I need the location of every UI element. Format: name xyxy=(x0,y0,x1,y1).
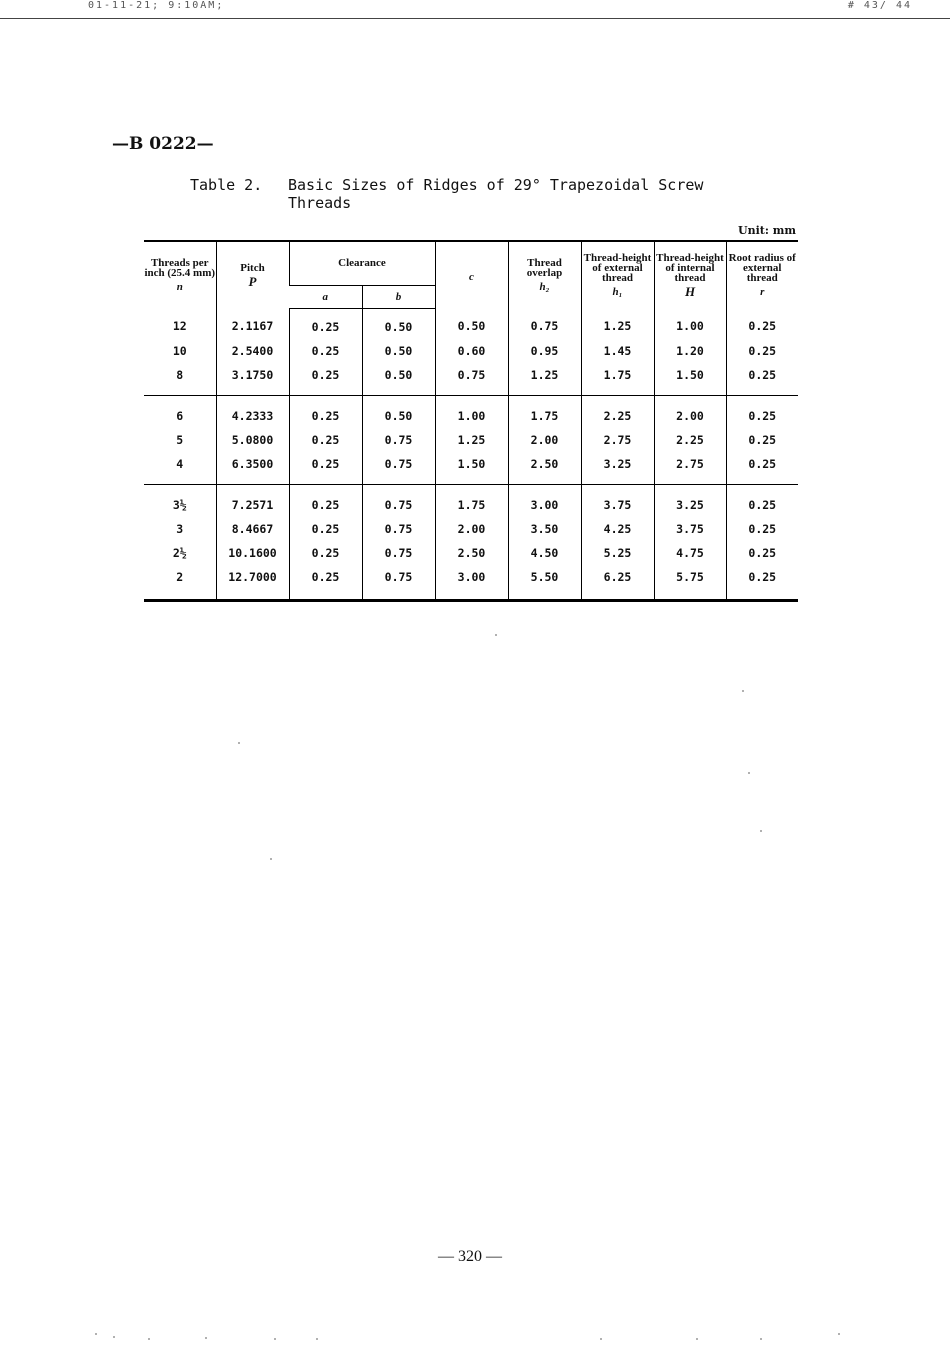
cell-clearance-a: 0.25 xyxy=(289,308,362,339)
cell-clearance-b: 0.75 xyxy=(362,517,435,541)
fax-divider xyxy=(0,18,950,19)
cell-root-radius: 0.25 xyxy=(726,395,798,428)
cell-clearance-b: 0.50 xyxy=(362,395,435,428)
cell-c: 2.00 xyxy=(435,517,508,541)
cell-c: 1.75 xyxy=(435,484,508,517)
cell-external-thread-height: 4.25 xyxy=(581,517,654,541)
cell-clearance-b: 0.50 xyxy=(362,339,435,363)
cell-clearance-a: 0.25 xyxy=(289,541,362,565)
cell-c: 0.50 xyxy=(435,308,508,339)
scan-speck xyxy=(742,690,744,692)
cell-internal-thread-height: 2.25 xyxy=(654,428,726,452)
cell-internal-thread-height: 2.75 xyxy=(654,452,726,485)
cell-thread-overlap: 2.50 xyxy=(508,452,581,485)
header-clearance-a xyxy=(289,285,362,308)
cell-internal-thread-height: 3.75 xyxy=(654,517,726,541)
cell-internal-thread-height: 4.75 xyxy=(654,541,726,565)
table-caption-title: Basic Sizes of Ridges of 29° Trapezoidal Screw Threads xyxy=(288,176,704,212)
cell-clearance-b: 0.75 xyxy=(362,565,435,601)
cell-clearance-a: 0.25 xyxy=(289,517,362,541)
header-int-height-label: Thread-height of internal thread xyxy=(656,252,724,284)
header-int-height-symbol: H xyxy=(684,284,696,299)
header-root-radius-label: Root radius of external thread xyxy=(728,252,796,284)
header-threads-symbol: n xyxy=(176,281,183,293)
table-row xyxy=(144,428,798,452)
header-c-symbol: c xyxy=(469,271,474,283)
table-row xyxy=(144,517,798,541)
cell-c: 1.00 xyxy=(435,395,508,428)
cell-root-radius: 0.25 xyxy=(726,517,798,541)
table-row xyxy=(144,541,798,565)
cell-clearance-b: 0.75 xyxy=(362,541,435,565)
cell-threads-per-inch: 2 xyxy=(176,569,184,584)
cell-clearance-a: 0.25 xyxy=(289,484,362,517)
header-internal-thread-height xyxy=(654,241,726,308)
cell-pitch: 4.2333 xyxy=(216,395,289,428)
header-thread-overlap xyxy=(508,241,581,308)
fax-timestamp: 01-11-21; 9:10AM; xyxy=(88,0,225,11)
document-code: —B 0222— xyxy=(112,134,214,154)
cell-internal-thread-height: 5.75 xyxy=(654,565,726,601)
cell-thread-overlap: 5.50 xyxy=(508,565,581,601)
page-number: — 320 — xyxy=(438,1248,502,1265)
cell-external-thread-height: 1.45 xyxy=(581,339,654,363)
cell-pitch: 8.4667 xyxy=(216,517,289,541)
cell-root-radius: 0.25 xyxy=(726,363,798,396)
header-threads-label: Threads per inch (25.4 mm) xyxy=(144,257,216,279)
cell-threads-per-inch: 4 xyxy=(176,456,184,471)
cell-internal-thread-height: 1.00 xyxy=(654,308,726,339)
cell-c: 1.25 xyxy=(435,428,508,452)
header-ext-height-symbol: h₁ xyxy=(612,286,623,298)
header-pitch-label: Pitch xyxy=(240,262,265,274)
header-clearance-b-symbol: b xyxy=(395,290,402,303)
cell-c: 3.00 xyxy=(435,565,508,601)
thread-sizes-table xyxy=(144,240,798,602)
table-row xyxy=(144,339,798,363)
cell-internal-thread-height: 2.00 xyxy=(654,395,726,428)
cell-c: 0.75 xyxy=(435,363,508,396)
cell-threads-per-inch: 3 xyxy=(176,521,184,536)
cell-clearance-b: 0.75 xyxy=(362,428,435,452)
cell-threads-per-inch: 10 xyxy=(172,343,187,358)
scan-speck xyxy=(600,1338,602,1340)
header-root-radius-symbol: r xyxy=(760,286,765,298)
table-row xyxy=(144,565,798,601)
cell-internal-thread-height: 1.50 xyxy=(654,363,726,396)
cell-pitch: 10.1600 xyxy=(216,541,289,565)
cell-root-radius: 0.25 xyxy=(726,452,798,485)
cell-thread-overlap: 2.00 xyxy=(508,428,581,452)
header-c xyxy=(435,241,508,308)
cell-threads-per-inch: 5 xyxy=(176,432,184,447)
cell-external-thread-height: 6.25 xyxy=(581,565,654,601)
scan-speck xyxy=(205,1337,207,1339)
cell-clearance-a: 0.25 xyxy=(289,395,362,428)
table-row xyxy=(144,363,798,396)
cell-external-thread-height: 3.25 xyxy=(581,452,654,485)
fax-page-counter: # 43/ 44 xyxy=(847,0,912,11)
cell-external-thread-height: 3.75 xyxy=(581,484,654,517)
cell-internal-thread-height: 3.25 xyxy=(654,484,726,517)
cell-c: 0.60 xyxy=(435,339,508,363)
fax-header xyxy=(0,0,950,22)
cell-external-thread-height: 2.75 xyxy=(581,428,654,452)
cell-pitch: 6.3500 xyxy=(216,452,289,485)
cell-clearance-a: 0.25 xyxy=(289,565,362,601)
cell-clearance-a: 0.25 xyxy=(289,428,362,452)
scan-speck xyxy=(148,1338,150,1340)
cell-threads-per-inch: 12 xyxy=(172,319,187,334)
cell-clearance-b: 0.75 xyxy=(362,484,435,517)
cell-thread-overlap: 3.50 xyxy=(508,517,581,541)
header-clearance-a-symbol: a xyxy=(322,290,328,303)
scan-speck xyxy=(95,1333,97,1335)
cell-c: 2.50 xyxy=(435,541,508,565)
cell-external-thread-height: 2.25 xyxy=(581,395,654,428)
scan-speck xyxy=(838,1333,840,1335)
unit-label: Unit: mm xyxy=(738,224,797,237)
scan-speck xyxy=(270,858,272,860)
scan-speck xyxy=(760,830,762,832)
cell-pitch: 7.2571 xyxy=(216,484,289,517)
cell-threads-per-inch: 2½ xyxy=(172,545,187,560)
cell-thread-overlap: 3.00 xyxy=(508,484,581,517)
table-row xyxy=(144,484,798,517)
cell-thread-overlap: 1.25 xyxy=(508,363,581,396)
header-clearance: Clearance xyxy=(289,241,435,285)
cell-root-radius: 0.25 xyxy=(726,484,798,517)
scan-speck xyxy=(760,1338,762,1340)
cell-clearance-b: 0.50 xyxy=(362,308,435,339)
header-external-thread-height xyxy=(581,241,654,308)
cell-threads-per-inch: 8 xyxy=(176,367,184,382)
cell-c: 1.50 xyxy=(435,452,508,485)
cell-root-radius: 0.25 xyxy=(726,308,798,339)
cell-root-radius: 0.25 xyxy=(726,541,798,565)
table-caption-label: Table 2. xyxy=(190,176,263,194)
cell-clearance-a: 0.25 xyxy=(289,339,362,363)
cell-clearance-a: 0.25 xyxy=(289,363,362,396)
scan-speck xyxy=(748,772,750,774)
header-pitch xyxy=(216,241,289,308)
cell-pitch: 2.5400 xyxy=(216,339,289,363)
cell-external-thread-height: 1.75 xyxy=(581,363,654,396)
header-threads-per-inch xyxy=(144,241,216,308)
table-row xyxy=(144,395,798,428)
scan-speck xyxy=(316,1338,318,1340)
scan-speck xyxy=(495,634,497,636)
cell-pitch: 12.7000 xyxy=(216,565,289,601)
header-overlap-symbol: h₂ xyxy=(539,281,550,293)
table-body xyxy=(144,308,798,600)
cell-root-radius: 0.25 xyxy=(726,565,798,601)
cell-clearance-a: 0.25 xyxy=(289,452,362,485)
cell-pitch: 2.1167 xyxy=(216,308,289,339)
table-row xyxy=(144,308,798,339)
header-ext-height-label: Thread-height of external thread xyxy=(583,252,652,284)
cell-clearance-b: 0.50 xyxy=(362,363,435,396)
scan-speck xyxy=(274,1338,276,1340)
cell-threads-per-inch: 3½ xyxy=(144,484,216,517)
cell-internal-thread-height: 1.20 xyxy=(654,339,726,363)
header-root-radius xyxy=(726,241,798,308)
scan-speck xyxy=(113,1336,115,1338)
cell-threads-per-inch: 6 xyxy=(144,395,216,428)
scan-speck xyxy=(696,1338,698,1340)
cell-thread-overlap: 4.50 xyxy=(508,541,581,565)
cell-pitch: 5.0800 xyxy=(216,428,289,452)
cell-root-radius: 0.25 xyxy=(726,428,798,452)
cell-external-thread-height: 5.25 xyxy=(581,541,654,565)
cell-pitch: 3.1750 xyxy=(216,363,289,396)
header-clearance-b xyxy=(362,285,435,308)
header-overlap-label: Thread overlap xyxy=(526,257,563,279)
cell-root-radius: 0.25 xyxy=(726,339,798,363)
cell-clearance-b: 0.75 xyxy=(362,452,435,485)
cell-thread-overlap: 1.75 xyxy=(508,395,581,428)
cell-external-thread-height: 1.25 xyxy=(581,308,654,339)
table-row xyxy=(144,452,798,485)
header-pitch-symbol: P xyxy=(248,274,257,289)
cell-thread-overlap: 0.75 xyxy=(508,308,581,339)
scan-speck xyxy=(238,742,240,744)
cell-thread-overlap: 0.95 xyxy=(508,339,581,363)
